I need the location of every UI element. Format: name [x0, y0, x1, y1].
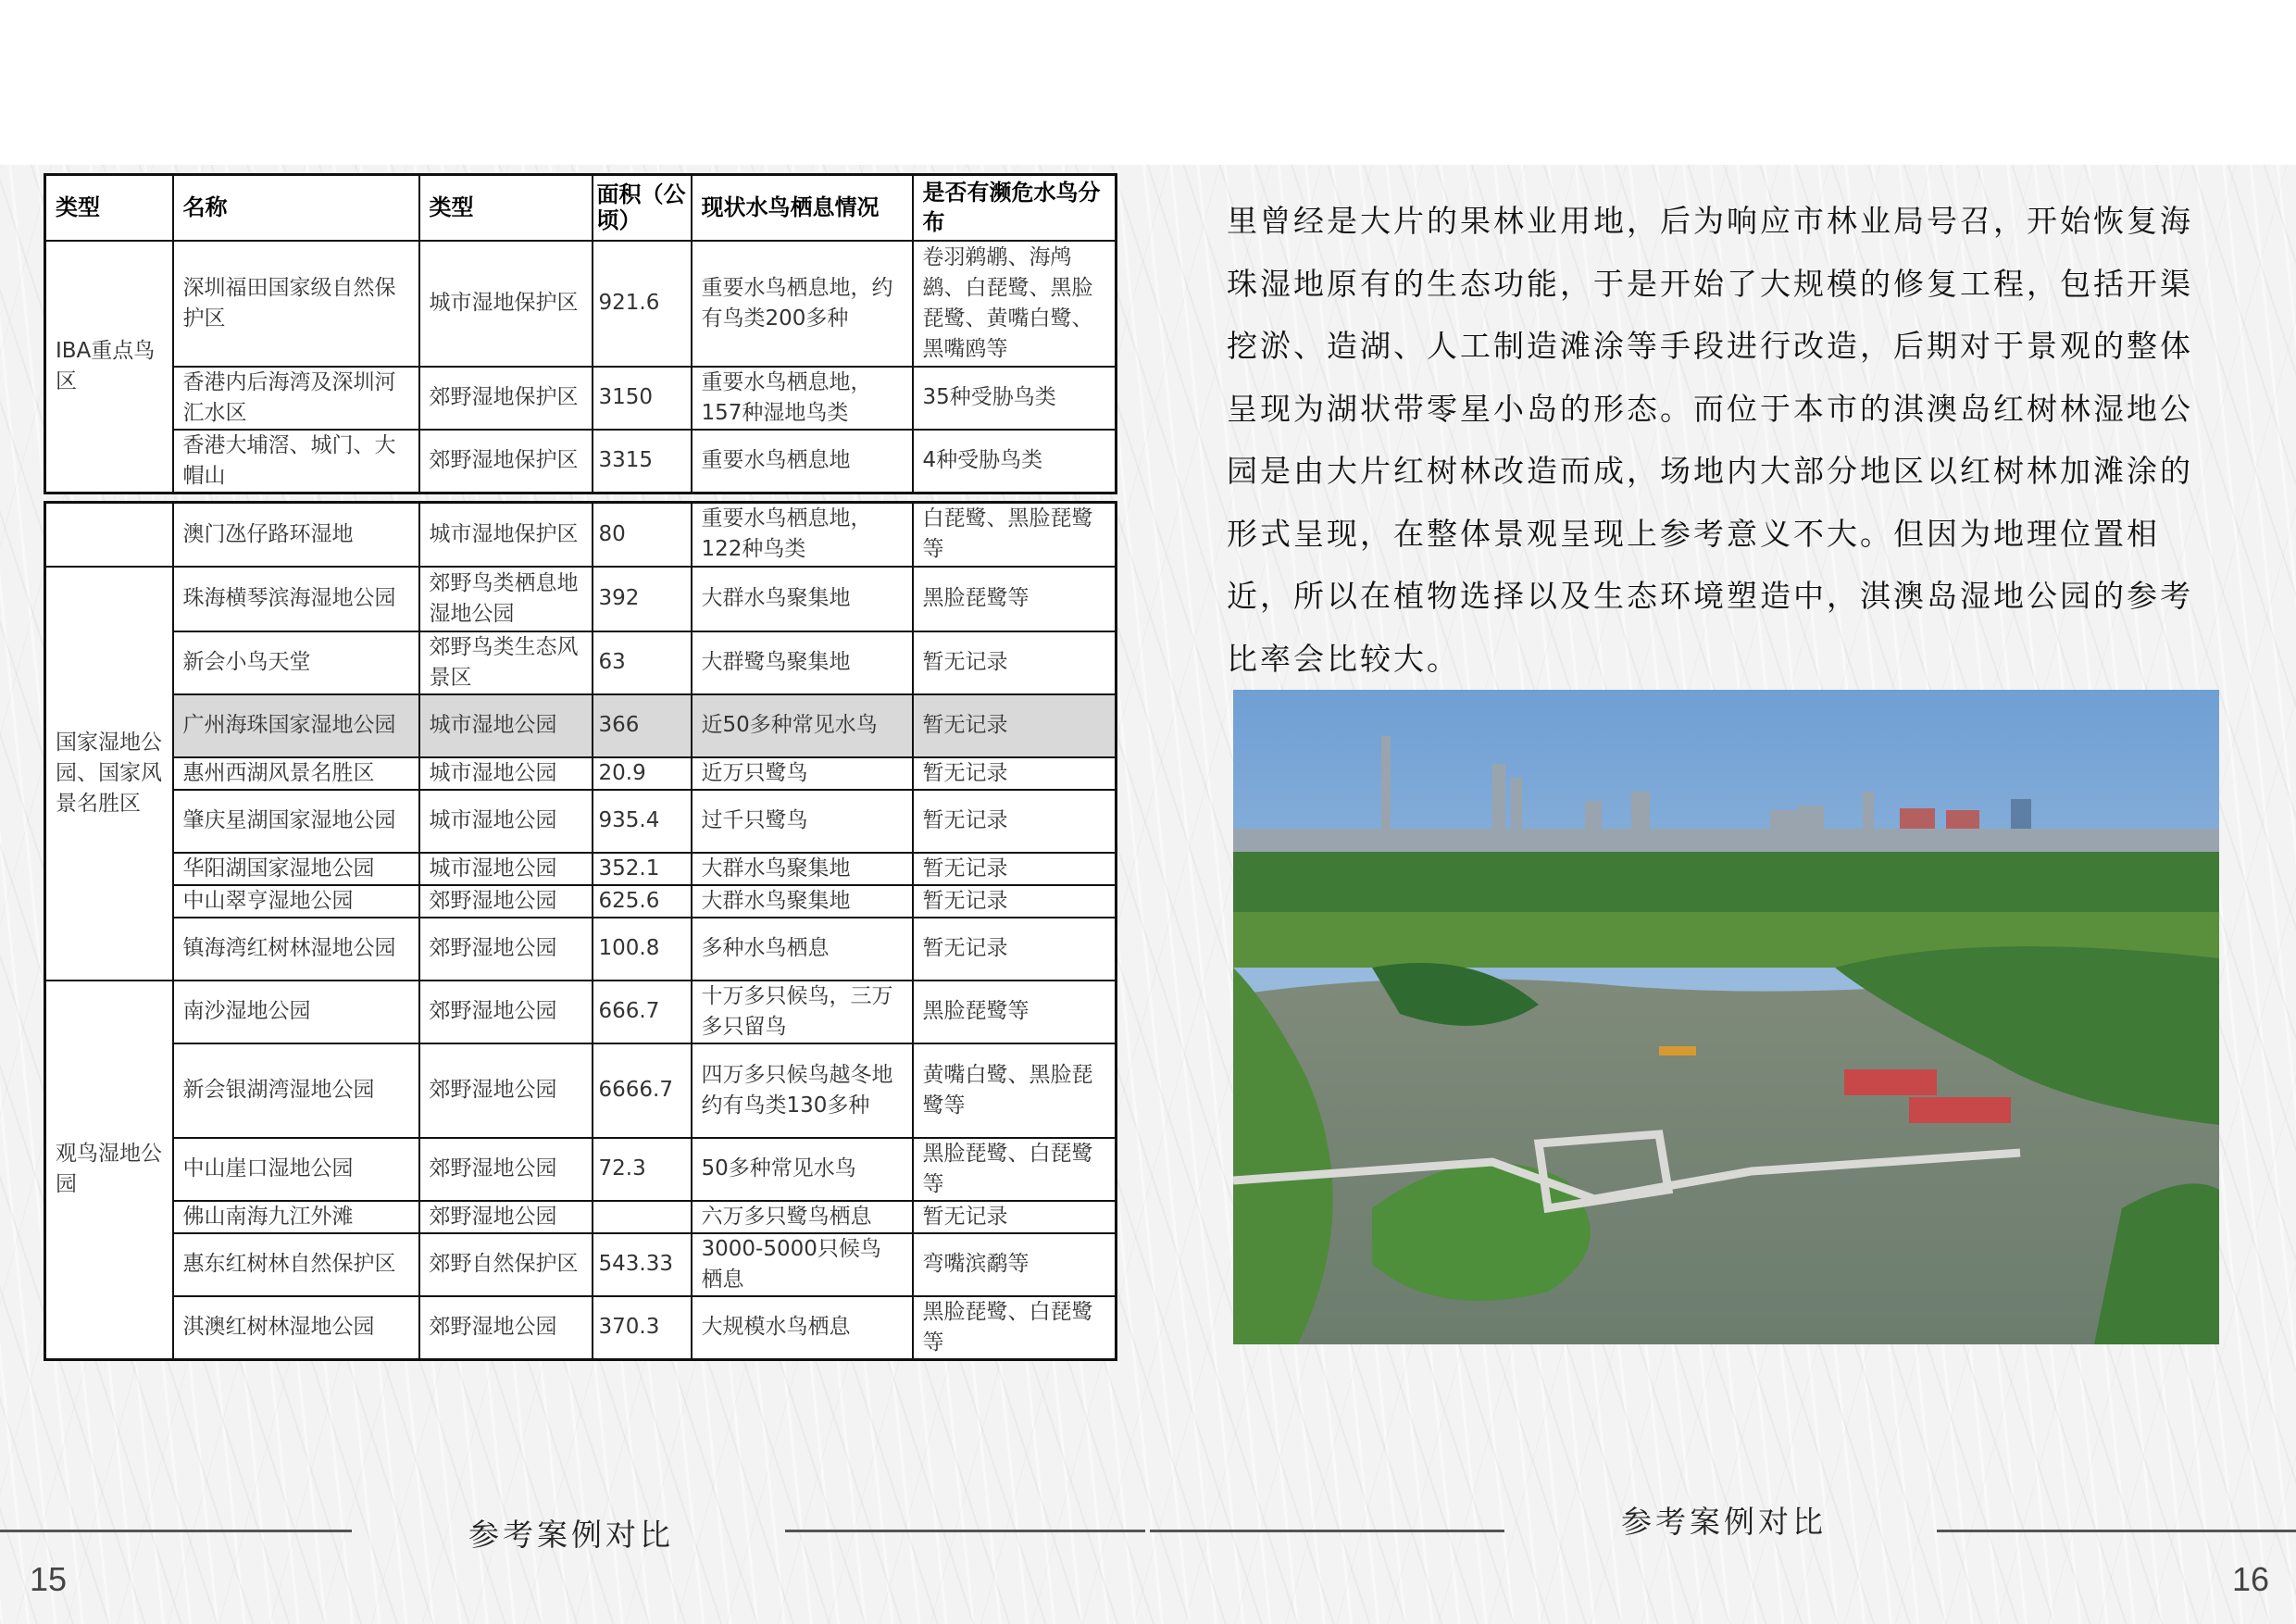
table-row	[45, 1233, 1117, 1296]
status-cell: 近万只鹭鸟	[692, 757, 913, 790]
area-cell: 366	[593, 694, 692, 757]
endangered-cell: 黑脸琵鹭、白琵鹭等	[913, 1138, 1117, 1201]
name-cell: 中山翠亨湿地公园	[173, 885, 419, 918]
status-cell: 大群鹭鸟聚集地	[692, 631, 913, 694]
body-paragraph: 里曾经是大片的果林业用地，后为响应市林业局号召，开始恢复海珠湿地原有的生态功能，于是开始了大规模的修复工程，包括开渠挖淤、造湖、人工制造滩涂等手段进行改造，后期对于景观的整体呈现为湖状带零星小岛的形态。而位于本市的淇澳岛红树林湿地公园是由大片红树林改造而成，场地内大部分地区以红树林加滩涂的形式呈现，在整体景观呈现上参考意义不大。但因为地理位置相近，所以在植物选择以及生态环境塑造中，淇澳岛湿地公园的参考比率会比较大。	[1227, 203, 2193, 677]
status-cell: 大群水鸟聚集地	[692, 885, 913, 918]
endangered-cell: 暂无记录	[913, 790, 1117, 853]
header-status: 现状水鸟栖息情况	[692, 175, 913, 241]
endangered-cell: 4种受胁鸟类	[913, 430, 1117, 493]
table-row	[45, 631, 1117, 694]
name-cell: 新会小鸟天堂	[173, 631, 419, 694]
status-cell: 多种水鸟栖息	[692, 918, 913, 981]
area-cell: 20.9	[593, 757, 692, 790]
status-cell: 重要水鸟栖息地，157种湿地鸟类	[692, 367, 913, 430]
table-row	[45, 694, 1117, 757]
endangered-cell: 暂无记录	[913, 853, 1117, 885]
right-column	[1227, 190, 2222, 1344]
area-cell: 921.6	[593, 241, 692, 367]
table-row	[45, 1138, 1117, 1201]
page-number-right: 16	[2232, 1560, 2270, 1598]
table-row	[45, 430, 1117, 493]
footer-divider	[0, 1530, 352, 1532]
type-cell: 城市湿地公园	[419, 694, 593, 757]
footer-divider	[785, 1530, 1145, 1532]
name-cell: 香港内后海湾及深圳河汇水区	[173, 367, 419, 430]
type-cell: 城市湿地保护区	[419, 241, 593, 367]
area-cell: 63	[593, 631, 692, 694]
table-row	[45, 885, 1117, 918]
footer-divider	[1937, 1530, 2296, 1532]
endangered-cell: 35种受胁鸟类	[913, 367, 1117, 430]
endangered-cell: 黄嘴白鹭、黑脸琵鹭等	[913, 1043, 1117, 1138]
status-cell: 3000-5000只候鸟栖息	[692, 1233, 913, 1296]
table-row	[45, 790, 1117, 853]
name-cell: 肇庆星湖国家湿地公园	[173, 790, 419, 853]
wetland-table-part1	[44, 173, 1117, 494]
name-cell: 中山崖口湿地公园	[173, 1138, 419, 1201]
type-cell: 郊野湿地公园	[419, 1043, 593, 1138]
area-cell: 666.7	[593, 981, 692, 1043]
area-cell: 392	[593, 567, 692, 631]
area-cell: 625.6	[593, 885, 692, 918]
header-name: 名称	[173, 175, 419, 241]
table-row	[45, 853, 1117, 885]
category-cell: 国家湿地公园、国家风景名胜区	[45, 567, 173, 981]
status-cell: 大规模水鸟栖息	[692, 1296, 913, 1360]
type-cell: 郊野鸟类生态风景区	[419, 631, 593, 694]
type-cell: 郊野自然保护区	[419, 1233, 593, 1296]
status-cell: 重要水鸟栖息地，122种鸟类	[692, 503, 913, 567]
name-cell: 华阳湖国家湿地公园	[173, 853, 419, 885]
table-header-row	[45, 175, 1117, 241]
table-row	[45, 503, 1117, 567]
table-row	[45, 367, 1117, 430]
category-cell: IBA重点鸟区	[45, 241, 173, 493]
endangered-cell: 黑脸琵鹭等	[913, 981, 1117, 1043]
endangered-cell: 暂无记录	[913, 631, 1117, 694]
area-cell: 100.8	[593, 918, 692, 981]
category-cell	[45, 503, 173, 567]
name-cell: 澳门氹仔路环湿地	[173, 503, 419, 567]
area-cell: 352.1	[593, 853, 692, 885]
area-cell: 80	[593, 503, 692, 567]
name-cell: 淇澳红树林湿地公园	[173, 1296, 419, 1360]
table-row	[45, 1296, 1117, 1360]
endangered-cell: 暂无记录	[913, 694, 1117, 757]
type-cell: 城市湿地公园	[419, 757, 593, 790]
header-area: 面积（公顷）	[593, 175, 692, 241]
header-category: 类型	[45, 175, 173, 241]
table-row	[45, 1201, 1117, 1233]
category-cell: 观鸟湿地公园	[45, 981, 173, 1360]
name-cell: 香港大埔滘、城门、大帽山	[173, 430, 419, 493]
type-cell: 郊野湿地公园	[419, 1138, 593, 1201]
type-cell: 城市湿地公园	[419, 853, 593, 885]
name-cell: 佛山南海九江外滩	[173, 1201, 419, 1233]
status-cell: 十万多只候鸟，三万多只留鸟	[692, 981, 913, 1043]
status-cell: 大群水鸟聚集地	[692, 853, 913, 885]
type-cell: 郊野湿地保护区	[419, 367, 593, 430]
status-cell: 四万多只候鸟越冬地约有鸟类130多种	[692, 1043, 913, 1138]
name-cell: 广州海珠国家湿地公园	[173, 694, 419, 757]
area-cell: 543.33	[593, 1233, 692, 1296]
endangered-cell: 弯嘴滨鹬等	[913, 1233, 1117, 1296]
status-cell: 重要水鸟栖息地	[692, 430, 913, 493]
footer-title-left: 参考案例对比	[468, 1517, 674, 1553]
type-cell: 郊野湿地公园	[419, 1201, 593, 1233]
header-endangered: 是否有濒危水鸟分布	[913, 175, 1117, 241]
endangered-cell: 暂无记录	[913, 918, 1117, 981]
area-cell: 72.3	[593, 1138, 692, 1201]
area-cell: 935.4	[593, 790, 692, 853]
page-number-left: 15	[30, 1560, 68, 1598]
status-cell: 50多种常见水鸟	[692, 1138, 913, 1201]
type-cell: 城市湿地保护区	[419, 503, 593, 567]
name-cell: 南沙湿地公园	[173, 981, 419, 1043]
type-cell: 郊野湿地公园	[419, 1296, 593, 1360]
type-cell: 郊野湿地公园	[419, 981, 593, 1043]
footer-divider	[1150, 1530, 1504, 1532]
type-cell: 城市湿地公园	[419, 790, 593, 853]
status-cell: 重要水鸟栖息地，约有鸟类200多种	[692, 241, 913, 367]
area-cell: 3315	[593, 430, 692, 493]
endangered-cell: 黑脸琵鹭、白琵鹭等	[913, 1296, 1117, 1360]
table-row	[45, 918, 1117, 981]
area-cell: 6666.7	[593, 1043, 692, 1138]
wetland-park-photo	[1233, 690, 2219, 1344]
table-row	[45, 981, 1117, 1043]
type-cell: 郊野湿地保护区	[419, 430, 593, 493]
status-cell: 近50多种常见水鸟	[692, 694, 913, 757]
endangered-cell: 暂无记录	[913, 885, 1117, 918]
endangered-cell: 暂无记录	[913, 1201, 1117, 1233]
name-cell: 惠东红树林自然保护区	[173, 1233, 419, 1296]
name-cell: 惠州西湖风景名胜区	[173, 757, 419, 790]
table-row	[45, 1043, 1117, 1138]
endangered-cell: 白琵鹭、黑脸琵鹭等	[913, 503, 1117, 567]
wetland-table-part2	[44, 501, 1117, 1361]
endangered-cell: 暂无记录	[913, 757, 1117, 790]
name-cell: 珠海横琴滨海湿地公园	[173, 567, 419, 631]
name-cell: 新会银湖湾湿地公园	[173, 1043, 419, 1138]
footer-title-right: 参考案例对比	[1621, 1504, 1827, 1540]
type-cell: 郊野湿地公园	[419, 918, 593, 981]
header-type: 类型	[419, 175, 593, 241]
status-cell: 过千只鹭鸟	[692, 790, 913, 853]
status-cell: 六万多只鹭鸟栖息	[692, 1201, 913, 1233]
area-cell: 370.3	[593, 1296, 692, 1360]
type-cell: 郊野鸟类栖息地湿地公园	[419, 567, 593, 631]
wetland-table	[44, 173, 1115, 1361]
endangered-cell: 卷羽鹈鹕、海鸬鹚、白琵鹭、黑脸琵鹭、黄嘴白鹭、黑嘴鸥等	[913, 241, 1117, 367]
type-cell: 郊野湿地公园	[419, 885, 593, 918]
table-row	[45, 757, 1117, 790]
status-cell: 大群水鸟聚集地	[692, 567, 913, 631]
table-row	[45, 241, 1117, 367]
area-cell	[593, 1201, 692, 1233]
name-cell: 镇海湾红树林湿地公园	[173, 918, 419, 981]
name-cell: 深圳福田国家级自然保护区	[173, 241, 419, 367]
endangered-cell: 黑脸琵鹭等	[913, 567, 1117, 631]
table-row	[45, 567, 1117, 631]
area-cell: 3150	[593, 367, 692, 430]
